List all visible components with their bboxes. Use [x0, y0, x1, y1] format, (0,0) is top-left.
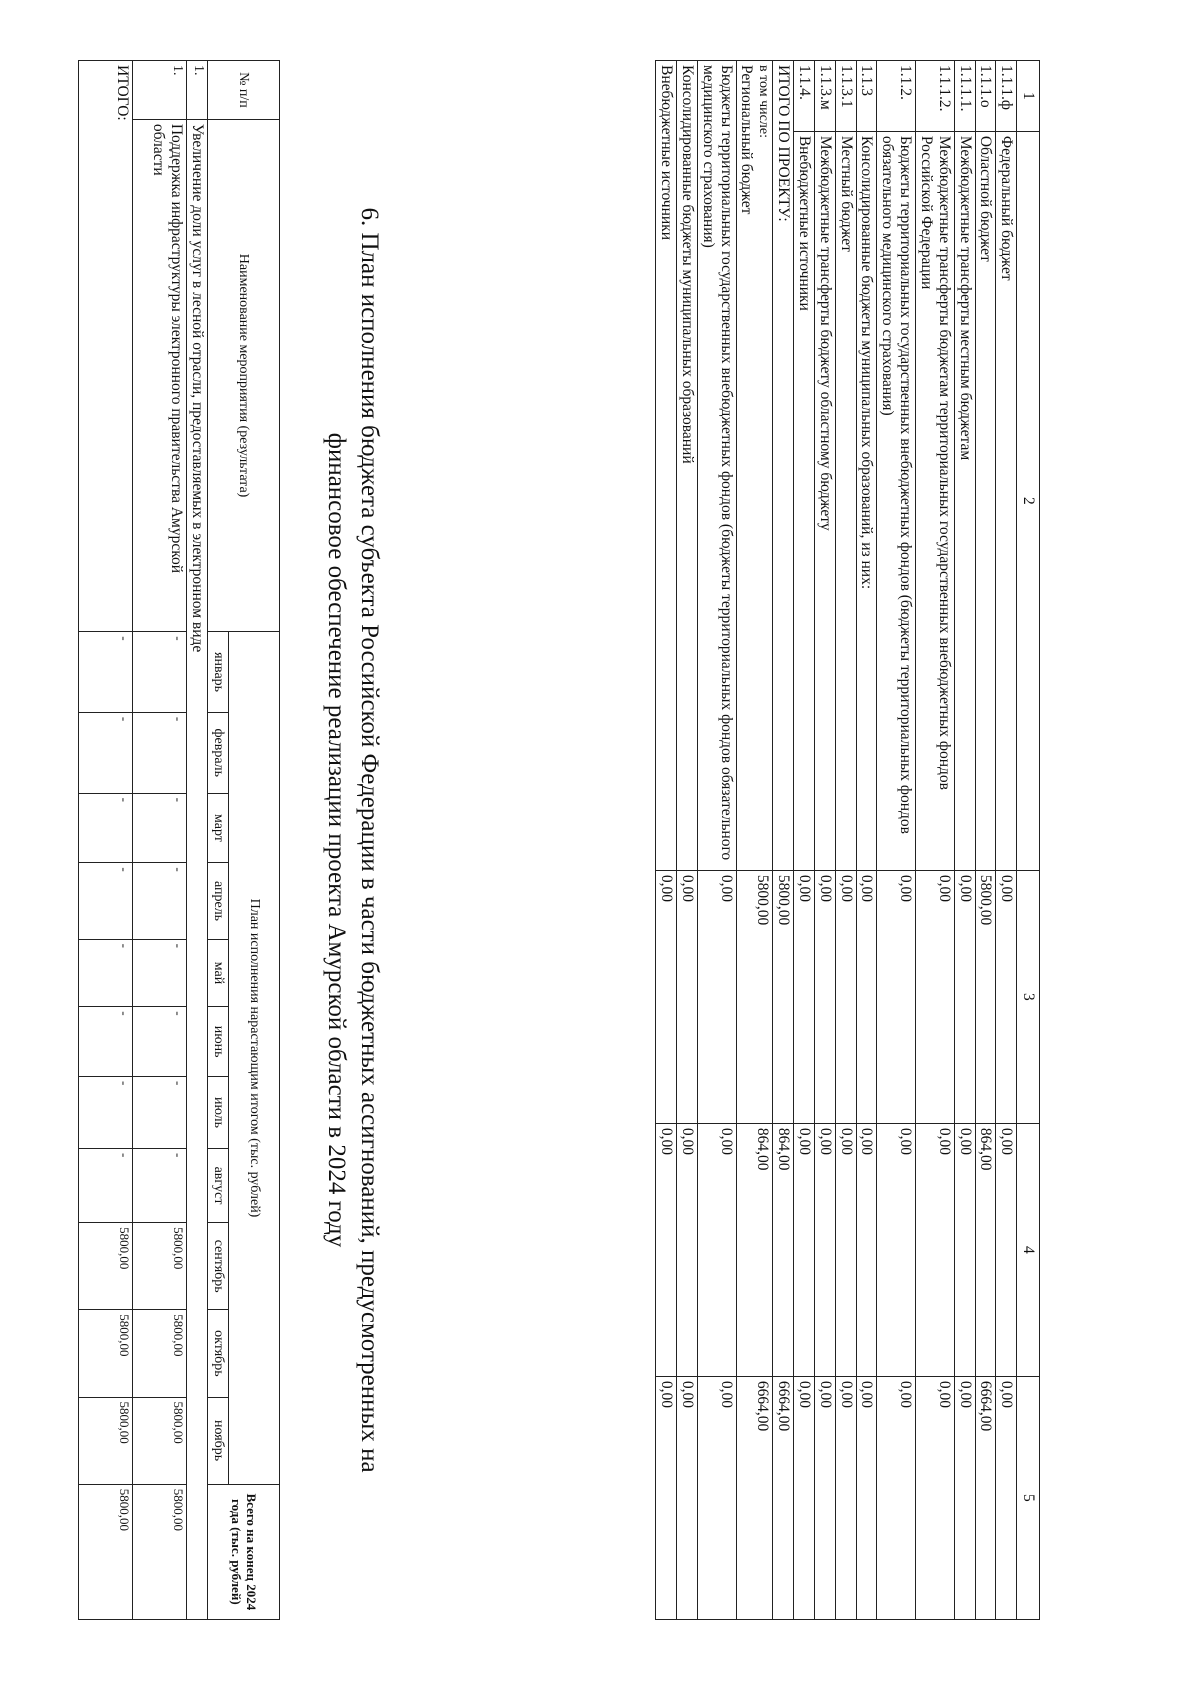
row-value: 0,00: [916, 870, 955, 1123]
header-number: № п/п: [207, 61, 279, 120]
row-value: 864,00: [975, 1123, 996, 1376]
row-value: 0,00: [835, 1376, 856, 1619]
row-value: 0,00: [697, 870, 736, 1123]
row-value: 0,00: [877, 1123, 916, 1376]
table-row: [975, 61, 996, 1620]
month-total: -: [79, 1007, 133, 1077]
row-value: 0,00: [815, 870, 836, 1123]
row-name: Межбюджетные трансферты бюджету областному бюджету: [815, 131, 836, 870]
total-label: ИТОГО:: [79, 61, 133, 632]
month-header: май: [207, 939, 228, 1007]
month-header: август: [207, 1148, 228, 1222]
month-value: -: [133, 939, 187, 1007]
month-total: 5800,00: [79, 1223, 133, 1310]
row-value: 0,00: [954, 1123, 975, 1376]
month-value: -: [133, 632, 187, 713]
row-name: Внебюджетные источники: [794, 131, 815, 870]
total-row: [773, 61, 794, 1620]
row-value: 0,00: [835, 870, 856, 1123]
total-value: 5800,00: [773, 870, 794, 1123]
month-header: июнь: [207, 1007, 228, 1077]
month-total: -: [79, 712, 133, 793]
month-total: 5800,00: [79, 1310, 133, 1397]
row-code: 1.1.3.1: [835, 61, 856, 132]
month-value: -: [133, 712, 187, 793]
row-name: Областной бюджет: [975, 131, 996, 870]
section-title-line: финансовое обеспечение реализации проекта Амурской области в 2024 году: [323, 432, 351, 1248]
table-row: [856, 61, 877, 1620]
table-row: [677, 61, 698, 1620]
row-name: Межбюджетные трансферты бюджетам территориальных государственных внебюджетных фондов Российской Федерации: [916, 131, 955, 870]
row-value: 0,00: [794, 870, 815, 1123]
section-number: 1.: [187, 61, 208, 120]
grand-total: 5800,00: [79, 1484, 133, 1619]
month-value: -: [133, 1077, 187, 1149]
total-value: 864,00: [773, 1123, 794, 1376]
row-code: 1.1.1.1.: [954, 61, 975, 132]
month-total: -: [79, 1148, 133, 1222]
row-code: 1.1.1.о: [975, 61, 996, 132]
row-value: 0,00: [996, 1376, 1017, 1619]
regional-row: [736, 61, 773, 1620]
header-total: Всего на конец 2024 года (тыс. рублей): [207, 1484, 279, 1619]
column-header: 5: [1017, 1376, 1040, 1619]
row-value: 0,00: [996, 1123, 1017, 1376]
row-value: 0,00: [815, 1123, 836, 1376]
row-code: 1.1.1.2.: [916, 61, 955, 132]
month-header: март: [207, 793, 228, 863]
month-header: ноябрь: [207, 1397, 228, 1484]
row-value: 0,00: [916, 1376, 955, 1619]
column-header: 1: [1017, 61, 1040, 132]
month-header: октябрь: [207, 1310, 228, 1397]
table-row: [996, 61, 1017, 1620]
month-value: -: [133, 1148, 187, 1222]
row-value: 0,00: [954, 1376, 975, 1619]
row-value: 0,00: [656, 1123, 677, 1376]
month-total: -: [79, 793, 133, 863]
table-row: [656, 61, 677, 1620]
row-value: 0,00: [916, 1123, 955, 1376]
table-row: [916, 61, 955, 1620]
table-row: [877, 61, 916, 1620]
table-row: [697, 61, 736, 1620]
budget-sources-table: [655, 60, 1040, 1620]
month-header: сентябрь: [207, 1223, 228, 1310]
regional-value: 864,00: [736, 1123, 773, 1376]
section-name: Увеличение доли услуг в лесной отрасли, предоставляемых в электронном виде: [187, 119, 208, 1619]
total-value: 6664,00: [773, 1376, 794, 1619]
month-value: -: [133, 793, 187, 863]
column-header: 3: [1017, 870, 1040, 1123]
row-name: Местный бюджет: [835, 131, 856, 870]
plan-header-row: [229, 61, 280, 1620]
regional-label: Региональный бюджет: [738, 65, 756, 215]
month-total: -: [79, 863, 133, 939]
row-code: 1.1.2.: [877, 61, 916, 132]
row-value: 5800,00: [975, 870, 996, 1123]
header-plan: План исполнения нарастающим итогом (тыс. рублей): [229, 632, 280, 1484]
row-name: Консолидированные бюджеты муниципальных образований: [677, 61, 698, 871]
row-value: 0,00: [794, 1376, 815, 1619]
section-title: [320, 60, 385, 1620]
header-name: Наименование мероприятия (результата): [207, 119, 279, 631]
row-code: 1.1.3: [856, 61, 877, 132]
total-label: ИТОГО ПО ПРОЕКТУ:: [773, 61, 794, 871]
row-value: 0,00: [656, 1376, 677, 1619]
row-value: 0,00: [996, 870, 1017, 1123]
plan-total-row: [79, 61, 133, 1620]
table-row: [954, 61, 975, 1620]
row-code: 1.1.3.м: [815, 61, 836, 132]
section-title-line: 6. План исполнения бюджета субъекта Российской Федерации в части бюджетных ассигнований, предусмотренных на: [356, 207, 383, 1473]
column-header: 4: [1017, 1123, 1040, 1376]
row-value: 0,00: [835, 1123, 856, 1376]
row-value: 0,00: [815, 1376, 836, 1619]
row-name: Поддержка инфраструктуры электронного правительства Амурской области: [133, 119, 187, 631]
row-value: 0,00: [677, 1123, 698, 1376]
row-code: 1.1.1.ф: [996, 61, 1017, 132]
plan-row: [133, 61, 187, 1620]
month-total: -: [79, 632, 133, 713]
month-value: -: [133, 1007, 187, 1077]
month-value: 5800,00: [133, 1310, 187, 1397]
section-row: [187, 61, 208, 1620]
row-name: Бюджеты территориальных государственных внебюджетных фондов (бюджеты территориальных фондов обязательного медицинского страхования): [697, 61, 736, 871]
row-value: 0,00: [856, 870, 877, 1123]
month-total: -: [79, 939, 133, 1007]
row-value: 0,00: [677, 1376, 698, 1619]
row-total: 5800,00: [133, 1484, 187, 1619]
month-header: январь: [207, 632, 228, 713]
month-total: -: [79, 1077, 133, 1149]
table-row: [794, 61, 815, 1620]
row-number: 1.: [133, 61, 187, 120]
table-row: [815, 61, 836, 1620]
row-code: 1.1.4.: [794, 61, 815, 132]
row-value: 0,00: [877, 870, 916, 1123]
month-header: февраль: [207, 712, 228, 793]
row-value: 6664,00: [975, 1376, 996, 1619]
row-value: 0,00: [877, 1376, 916, 1619]
row-name: Межбюджетные трансферты местным бюджетам: [954, 131, 975, 870]
column-header: 2: [1017, 131, 1040, 870]
regional-value: 5800,00: [736, 870, 773, 1123]
row-name: Федеральный бюджет: [996, 131, 1017, 870]
row-name: Консолидированные бюджеты муниципальных образований, из них:: [856, 131, 877, 870]
month-value: 5800,00: [133, 1223, 187, 1310]
table-row: [835, 61, 856, 1620]
row-value: 0,00: [954, 870, 975, 1123]
month-value: 5800,00: [133, 1397, 187, 1484]
month-header: июль: [207, 1077, 228, 1149]
including-label: в том числе:: [756, 65, 772, 138]
row-name: Внебюджетные источники: [656, 61, 677, 871]
row-name: Бюджеты территориальных государственных внебюджетных фондов (бюджеты территориальных фондов обязательного медицинского страхования): [877, 131, 916, 870]
rotated-document-content: [0, 60, 1040, 1640]
row-value: 0,00: [856, 1376, 877, 1619]
row-value: 0,00: [697, 1123, 736, 1376]
row-value: 0,00: [856, 1123, 877, 1376]
table-header-row: [1017, 61, 1040, 1620]
regional-value: 6664,00: [736, 1376, 773, 1619]
row-value: 0,00: [697, 1376, 736, 1619]
row-value: 0,00: [794, 1123, 815, 1376]
budget-execution-plan-table: [78, 60, 280, 1620]
month-value: -: [133, 863, 187, 939]
month-total: 5800,00: [79, 1397, 133, 1484]
month-header: апрель: [207, 863, 228, 939]
row-value: 0,00: [677, 870, 698, 1123]
regional-cell: [736, 61, 773, 871]
row-value: 0,00: [656, 870, 677, 1123]
